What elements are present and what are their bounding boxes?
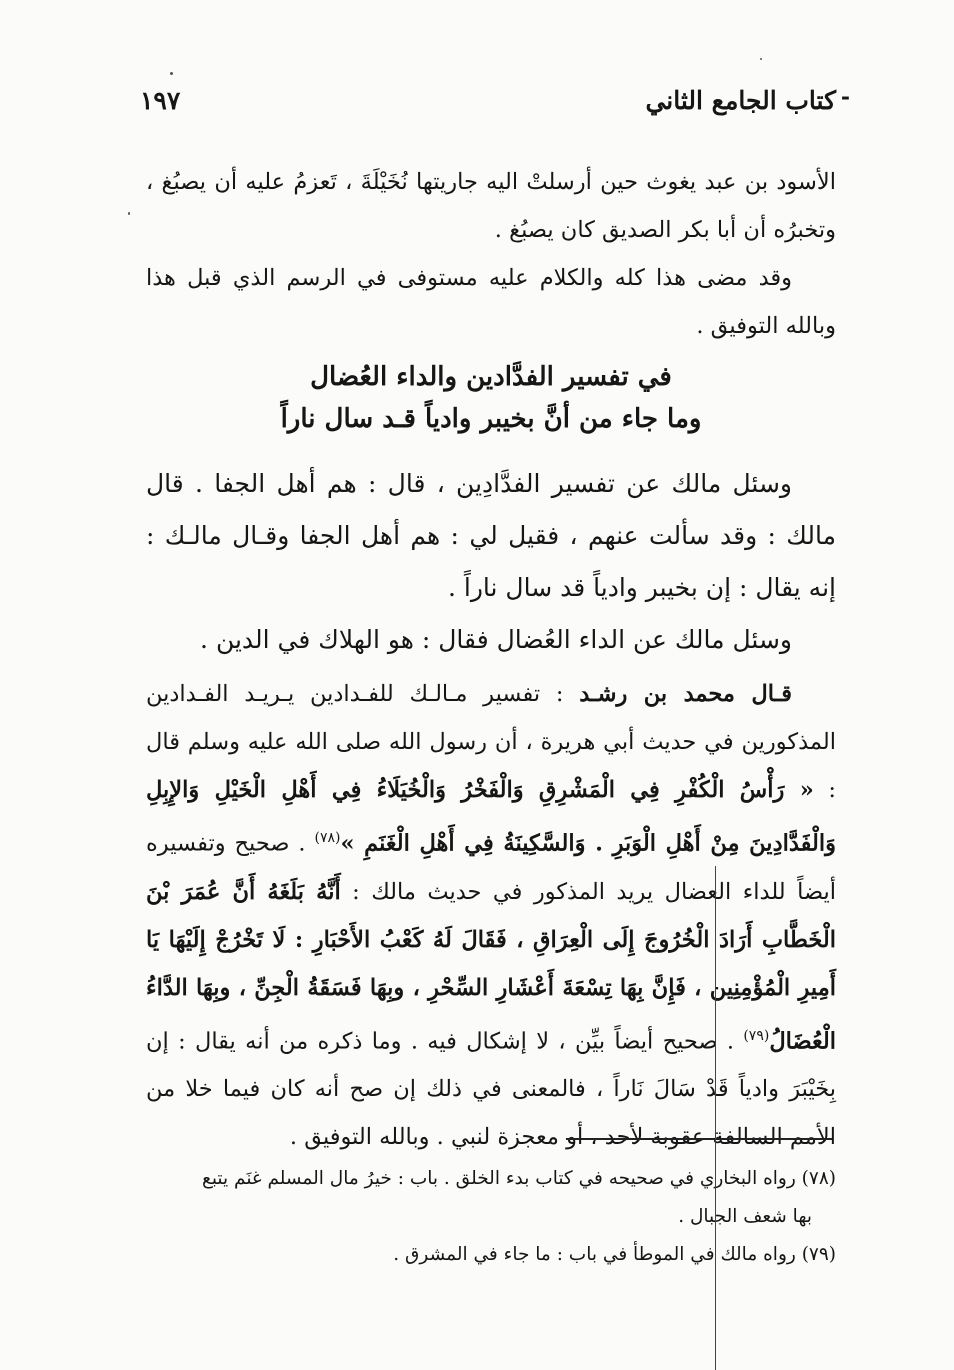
- scan-speck: [128, 212, 130, 215]
- scan-artifact-line: [715, 866, 716, 1370]
- footnote-78: (٧٨) رواه البخاري في صحيحه في كتاب بدء الخلق . باب : خيرُ مال المسلم غنَم يتبع: [201, 1168, 836, 1189]
- header-dash: -: [840, 84, 850, 110]
- commentary-paragraph: [146, 670, 836, 1161]
- commentary-text-1: : تفسير مـالـك للفـدادين يـريـد الفـدادين المذكورين في حديث أبي هريرة ، أن رسول الله صلى الله عليه وسلم قال :: [146, 681, 836, 803]
- footnote-79: (٧٩) رواه مالك في الموطأ في باب : ما جاء في المشرق .: [393, 1244, 836, 1265]
- scan-speck: [760, 58, 762, 60]
- section-paragraph-1: وسئل مالك عن تفسير الفدَّادِين ، قال : هم أهل الجفا . قال مالك : وقد سألت عنهم ، فقيل لي : هم أهل الجفا وقـال مالـك : إنه يقال : إن بخيبر وادياً قد سال ناراً .: [146, 469, 836, 602]
- commentary-text-2: . صحيح وتفسيره أيضاً للداء العضال يريد المذكور في حديث مالك :: [146, 830, 836, 905]
- page-number: ١٩٧: [140, 86, 181, 115]
- scan-speck: [170, 72, 173, 75]
- footnote-ref-79: (٧٩): [743, 1027, 770, 1044]
- commentary-text: [146, 670, 836, 1161]
- intro-paragraph-2: وقد مضى هذا كله والكلام عليه مستوفى في الرسم الذي قبل هذا وبالله التوفيق .: [146, 265, 836, 339]
- heading-line-2: وما جاء من أنَّ بخيبر وادياً قـد سال ناراً: [280, 404, 702, 434]
- footnotes: [146, 1160, 836, 1274]
- section-text: [146, 458, 836, 666]
- running-header: [140, 84, 850, 126]
- commentary-speaker: قـال محمد بن رشـد: [579, 681, 792, 707]
- section-paragraph-2: وسئل مالك عن الداء العُضال فقال : هو الهلاك في الدين .: [200, 625, 792, 654]
- heading-line-1: في تفسير الفدَّادين والداء العُضال: [310, 362, 672, 392]
- book-title: كتاب الجامع الثاني: [645, 86, 836, 115]
- intro-paragraph-1: الأسود بن عبد يغوث حين أرسلتْ اليه جاريتها نُخَيْلَةَ ، تَعزمُ عليه أن يصبُغ ، وتخبرُه أن أبا بكر الصديق كان يصبُغ .: [146, 169, 836, 243]
- hadith-quote-1: « رَأْسُ الْكُفْرِ فِي الْمَشْرِقِ وَالْفَخْرُ وَالْخُيَلَاءُ فِي أَهْلِ الْخَيْلِ وَالإِبِلِ وَالْفَدَّادِينَ مِنْ أَهْلِ الْوَبَرِ . وَالسَّكِينَةُ فِي أَهْلِ الْغَنَمِ »: [146, 777, 837, 857]
- hadith-quote-2: أَنَّهُ بَلَغَهُ أَنَّ عُمَرَ بْنَ الْخَطَّابِ أَرَادَ الْخُرُوجَ إِلَى الْعِرَاقِ ، فَقَالَ لَهُ كَعْبُ الأَحْبَارِ : لَا تَخْرُجْ إِلَيْهَا يَا أَمِيرِ الْمُؤْمِنِين ، فَإِنَّ بِهَا تِسْعَةَ أَعْشَارِ السِّحْرِ ، وبِهَا فَسَقَةُ الْجِنِّ ، وبِهَا الدَّاءُ الْعُضَالُ: [146, 878, 836, 1054]
- intro-text: [146, 158, 836, 350]
- section-heading: [146, 356, 836, 440]
- commentary-text-3: . صحيح أيضاً بيِّن ، لا إشكال فيه . وما ذكره من أنه يقال : إن بِخَيْبَرَ وادياً قَدْ سَالَ نَاراً ، فالمعنى في ذلك إن صح أنه كان فيما خلا من الأمم السالفة عقوبة لأحد ، أو معجزة لنبي . وبالله التوفيق .: [146, 1028, 836, 1150]
- footnote-ref-78: (٧٨): [314, 830, 341, 846]
- footnote-separator: [566, 1138, 832, 1140]
- footnote-78-continuation: بها شعف الجبال .: [678, 1206, 812, 1227]
